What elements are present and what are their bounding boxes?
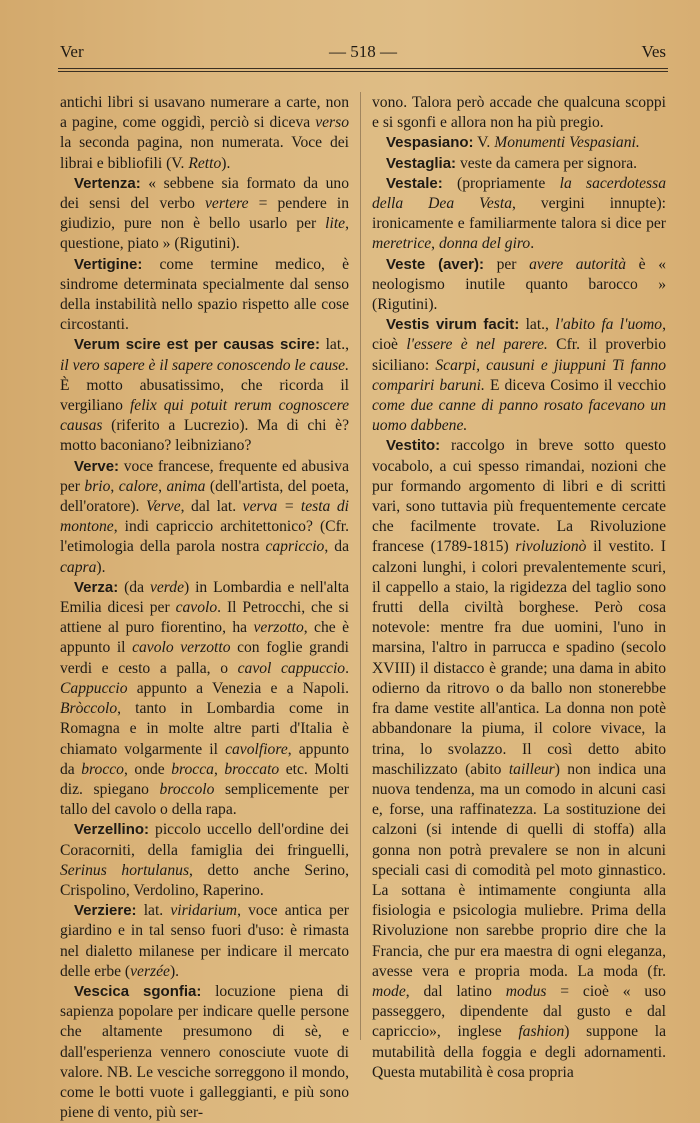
- header-left-guideword: Ver: [60, 42, 84, 61]
- italic-term: tailleur: [508, 760, 555, 778]
- entry-text: = pendere in giudizio, pure non è bello usarlo per: [60, 195, 349, 233]
- entry-headword: Verum scire est per causas scire:: [74, 336, 321, 354]
- entry-text: , vergini innupte): ironicamente e familiarmente talora si dice per: [372, 195, 666, 233]
- dictionary-entry: [60, 174, 349, 255]
- entry-text: (propriamente: [442, 174, 560, 192]
- italic-term: l'abito fa l'uomo: [555, 316, 663, 334]
- dictionary-entry: [372, 255, 666, 316]
- entry-text: « sebbene sia formato da uno dei sensi del verbo: [60, 174, 349, 213]
- entry-headword: Vespasiano:: [386, 134, 474, 152]
- entry-text: È motto abusatissimo, che ricorda il vergiliano: [60, 376, 349, 415]
- italic-term: capriccio: [265, 538, 325, 556]
- dictionary-entry: [60, 982, 349, 1123]
- entry-text: E diceva Cosimo il vecchio: [484, 376, 666, 394]
- entry-text: , dal lat.: [180, 498, 243, 516]
- entry-text: lat.: [136, 902, 171, 920]
- entry-text: lat.,: [519, 316, 556, 334]
- dictionary-entry: [372, 133, 666, 153]
- entry-text: piccolo uccello dell'ordine dei Coracorniti, della famiglia dei fringuelli,: [60, 821, 349, 859]
- entry-headword: Verza:: [74, 578, 119, 596]
- entry-text: vono. Talora però accade che qualcuna scoppi e si sgonfi e allora non ha più pregio.: [372, 94, 666, 132]
- entry-text: , indi capriccio architettonico? (Cfr. l'etimologia della parola nostra: [60, 518, 349, 556]
- italic-term: anima: [166, 477, 206, 495]
- entry-text: voce francese, frequente ed abusiva per: [60, 457, 349, 495]
- entry-headword: Verve:: [74, 457, 120, 475]
- entry-text: Cfr. il proverbio siciliano:: [372, 336, 667, 374]
- italic-term: brio: [84, 477, 111, 495]
- entry-text: , appunto da: [60, 740, 349, 778]
- dictionary-entry: [60, 901, 349, 982]
- entry-text: , che è appunto il: [60, 619, 350, 657]
- entry-headword: Veste (aver):: [386, 255, 484, 273]
- entry-text: lat.,: [320, 336, 349, 354]
- entry-text: ).: [96, 558, 106, 576]
- italic-term: lite: [325, 215, 346, 233]
- entry-text: ,: [431, 235, 439, 253]
- italic-term: cavolfiore: [225, 740, 288, 758]
- entry-headword: Verziere:: [74, 902, 137, 920]
- entry-text: raccolgo in breve sotto questo vocabolo, a cui spesso rimandai, nozioni che pur formando argomento di libri e di scritti vari, sono tuttavia più frequentemente cercate che facilmente trovate. La Rivoluzione francese (1789-1815): [372, 437, 666, 556]
- italic-term: cavol cappuccio: [237, 659, 346, 677]
- header-right-guideword: Ves: [641, 42, 666, 61]
- entry-text: , tanto in Lombardia come in Romagna e in molte altre parti d'Italia è chiamato volgarmente il: [60, 700, 349, 758]
- entry-text: con foglie grandi verdi e cesto a palla, o: [60, 639, 350, 677]
- entry-text: , questione, piato » (Rigutini).: [60, 215, 349, 253]
- entry-text: ) in Lombardia e nell'alta Emilia dicesi per: [60, 578, 349, 617]
- header-rule: [58, 68, 668, 69]
- entry-text: (da: [118, 578, 150, 596]
- italic-term: cavolo verzotto: [132, 639, 231, 657]
- italic-term: come due canne di panno rosato facevano un uomo dabbene.: [372, 397, 666, 435]
- dictionary-entry: [372, 436, 666, 1083]
- italic-term: Monumenti Vespasiani.: [494, 134, 640, 152]
- entry-text: antichi libri si usavano numerare a carte, non a pagine, come oggidì, perciò si diceva: [60, 94, 349, 132]
- italic-term: broccolo: [159, 780, 215, 798]
- page-number: — 518 —: [329, 42, 397, 61]
- italic-term: la sacerdotessa della Dea Vesta: [372, 174, 666, 213]
- italic-term: felix qui potuit rerum cognoscere causas: [60, 397, 350, 435]
- entry-text: (dell'artista, del poeta, dell'oratore).: [60, 477, 350, 516]
- entry-text: ,: [213, 760, 225, 778]
- italic-term: cavolo: [175, 599, 218, 617]
- entry-text: è « neologismo inutile quanto barocco » (Rigutini).: [372, 255, 667, 314]
- entry-text: , onde: [123, 760, 172, 778]
- italic-term: fashion: [518, 1023, 565, 1041]
- dictionary-entry: [60, 457, 349, 578]
- italic-term: broccato: [224, 760, 280, 778]
- entry-text: , dal latino: [405, 982, 506, 1000]
- italic-term: mode: [372, 982, 406, 1000]
- entry-continuation: [60, 93, 349, 174]
- entry-headword: Vescica sgonfia:: [74, 982, 202, 1000]
- left-column: [60, 93, 349, 1123]
- entry-text: come termine medico, è sindrome determinata specialmente dal senso della instabilità nello spazio rispetto alle cose circostanti.: [60, 255, 349, 334]
- dictionary-entry: [60, 335, 349, 456]
- entry-text: , da: [324, 538, 349, 556]
- italic-term: Serinus hortulanus: [60, 861, 190, 879]
- entry-headword: Vertigine:: [74, 255, 143, 273]
- entry-continuation: [372, 93, 666, 133]
- italic-term: Scarpi, causuni e jiuppuni Ti fanno compariri baruni.: [372, 356, 666, 394]
- dictionary-entry: [60, 255, 349, 336]
- italic-term: verva = testa di montone: [60, 498, 349, 536]
- entry-headword: Vestito:: [386, 437, 441, 455]
- dictionary-entry: [60, 578, 349, 820]
- italic-term: verso: [315, 114, 349, 132]
- header-rule-double: [58, 71, 668, 72]
- italic-term: avere autorità: [529, 255, 627, 273]
- entry-text: , detto anche Serino, Crispolino, Verdolino, Raperino.: [60, 861, 349, 899]
- entry-text: il vestito. I calzoni lunghi, i colori prevalentemente scuri, il cappello a staio, la rigidezza del taglio sono frutti della civiltà borghese. Però cosa notevole: mentre fra due uomini, l'uno in marsina, l'altro in parrucca e spadino (secolo XVIII) il distacco è grande; una dama in abito odierno da ritrovo o da ballo non stonerebbe fra dame vestite all'antica. La donna non potè abbandonare la piuma, il colore vivace, la trina, lo svolazzo. Il così detto abito maschilizzato (abito: [372, 538, 666, 778]
- dictionary-entry: [60, 820, 349, 901]
- italic-term: calore: [118, 477, 159, 495]
- italic-term: brocca: [171, 760, 214, 778]
- italic-term: viridarium: [170, 902, 238, 920]
- entry-text: per: [483, 255, 530, 273]
- entry-text: (riferito a Lucrezio). Ma di chi è? motto baconiano? leibniziano?: [60, 417, 349, 455]
- entry-text: ) suppone la mutabilità della foggia e degli adornamenti. Questa mutabilità è cosa propria: [372, 1023, 666, 1081]
- entry-text: V.: [473, 134, 495, 152]
- entry-headword: Vertenza:: [74, 174, 141, 192]
- entry-text: ).: [221, 154, 231, 172]
- italic-term: Cappuccio: [60, 679, 128, 697]
- italic-term: l'essere è nel parere.: [406, 336, 548, 354]
- entry-text: .: [345, 659, 349, 677]
- entry-text: veste da camera per signora.: [456, 154, 638, 172]
- italic-term: brocco: [81, 760, 124, 778]
- entry-text: locuzione piena di sapienza popolare per indicare quelle persone che altamente presumono di sè, e dall'esperienza vennero conosciute vuote di valore. NB. Le vesciche sorreggono il mondo, come le botti vuote i galleggianti, e più sono piene di vento, più ser-: [60, 982, 349, 1122]
- italic-term: meretrice: [372, 235, 432, 253]
- entry-text: ,: [110, 477, 119, 495]
- italic-term: donna del giro: [438, 235, 531, 253]
- italic-term: verzotto: [253, 619, 304, 637]
- entry-text: ).: [169, 962, 180, 980]
- entry-text: . Il Petrocchi, che si attiene al puro fiorentino, ha: [60, 599, 349, 637]
- entry-text: , cioè: [372, 316, 667, 354]
- entry-text: ,: [158, 477, 167, 495]
- entry-text: appunto a Venezia e a Napoli.: [127, 679, 349, 697]
- entry-text: la seconda pagina, non numerata. Voce dei librai e bibliofili (V.: [60, 134, 349, 172]
- italic-term: capra: [60, 558, 97, 576]
- italic-term: Bròccolo: [60, 700, 118, 718]
- entry-text: etc. Molti diz. spiegano: [60, 760, 349, 798]
- entry-text: , voce antica per giardino e in tal senso fuori d'uso: è rimasta nel dialetto milanese per indicare il mercato delle erbe (: [60, 902, 349, 980]
- entry-headword: Vestaglia:: [386, 154, 457, 172]
- column-divider: [360, 92, 361, 1040]
- entry-headword: Vestis virum facit:: [386, 316, 520, 334]
- italic-term: Retto: [188, 154, 222, 172]
- italic-term: verzée: [130, 962, 170, 980]
- dictionary-entry: [372, 315, 666, 436]
- italic-term: rivoluzionò: [515, 538, 587, 556]
- dictionary-entry: [372, 154, 666, 174]
- dictionary-entry: [372, 174, 666, 255]
- entry-headword: Vestale:: [386, 174, 443, 192]
- page-header: [60, 42, 666, 66]
- right-column: [372, 93, 666, 1083]
- entry-text: semplicemente per tallo del cavolo o della rapa.: [60, 780, 349, 819]
- italic-term: verde: [149, 578, 184, 596]
- entry-text: = cioè « uso passeggero, dipendente dal gusto e dal capriccio», inglese: [372, 982, 666, 1041]
- entry-text: ) non indica una nuova tendenza, ma un comodo in alcuni casi e, forse, una raffinatezza. La sostituzione dei calzoni (si intende di quelli di stoffa) alla gonna non potrà prevalere se non in alcuni speciali casi di comodità pel moto ginnastico. La sottana è intimamente congiunta alla fisiologia e psicologia muliebre. Prima della Rivoluzione non sarebbe proprio dire che la Francia, che pur era maestra di ogni eleganza, avesse vera e propria moda. La moda (fr.: [372, 760, 666, 980]
- italic-term: il vero sapere è il sapere conoscendo le cause.: [60, 356, 349, 374]
- entry-headword: Verzellino:: [74, 821, 150, 839]
- italic-term: Verve: [145, 498, 181, 516]
- italic-term: modus: [505, 982, 547, 1000]
- entry-text: .: [530, 235, 535, 253]
- italic-term: vertere: [205, 195, 249, 213]
